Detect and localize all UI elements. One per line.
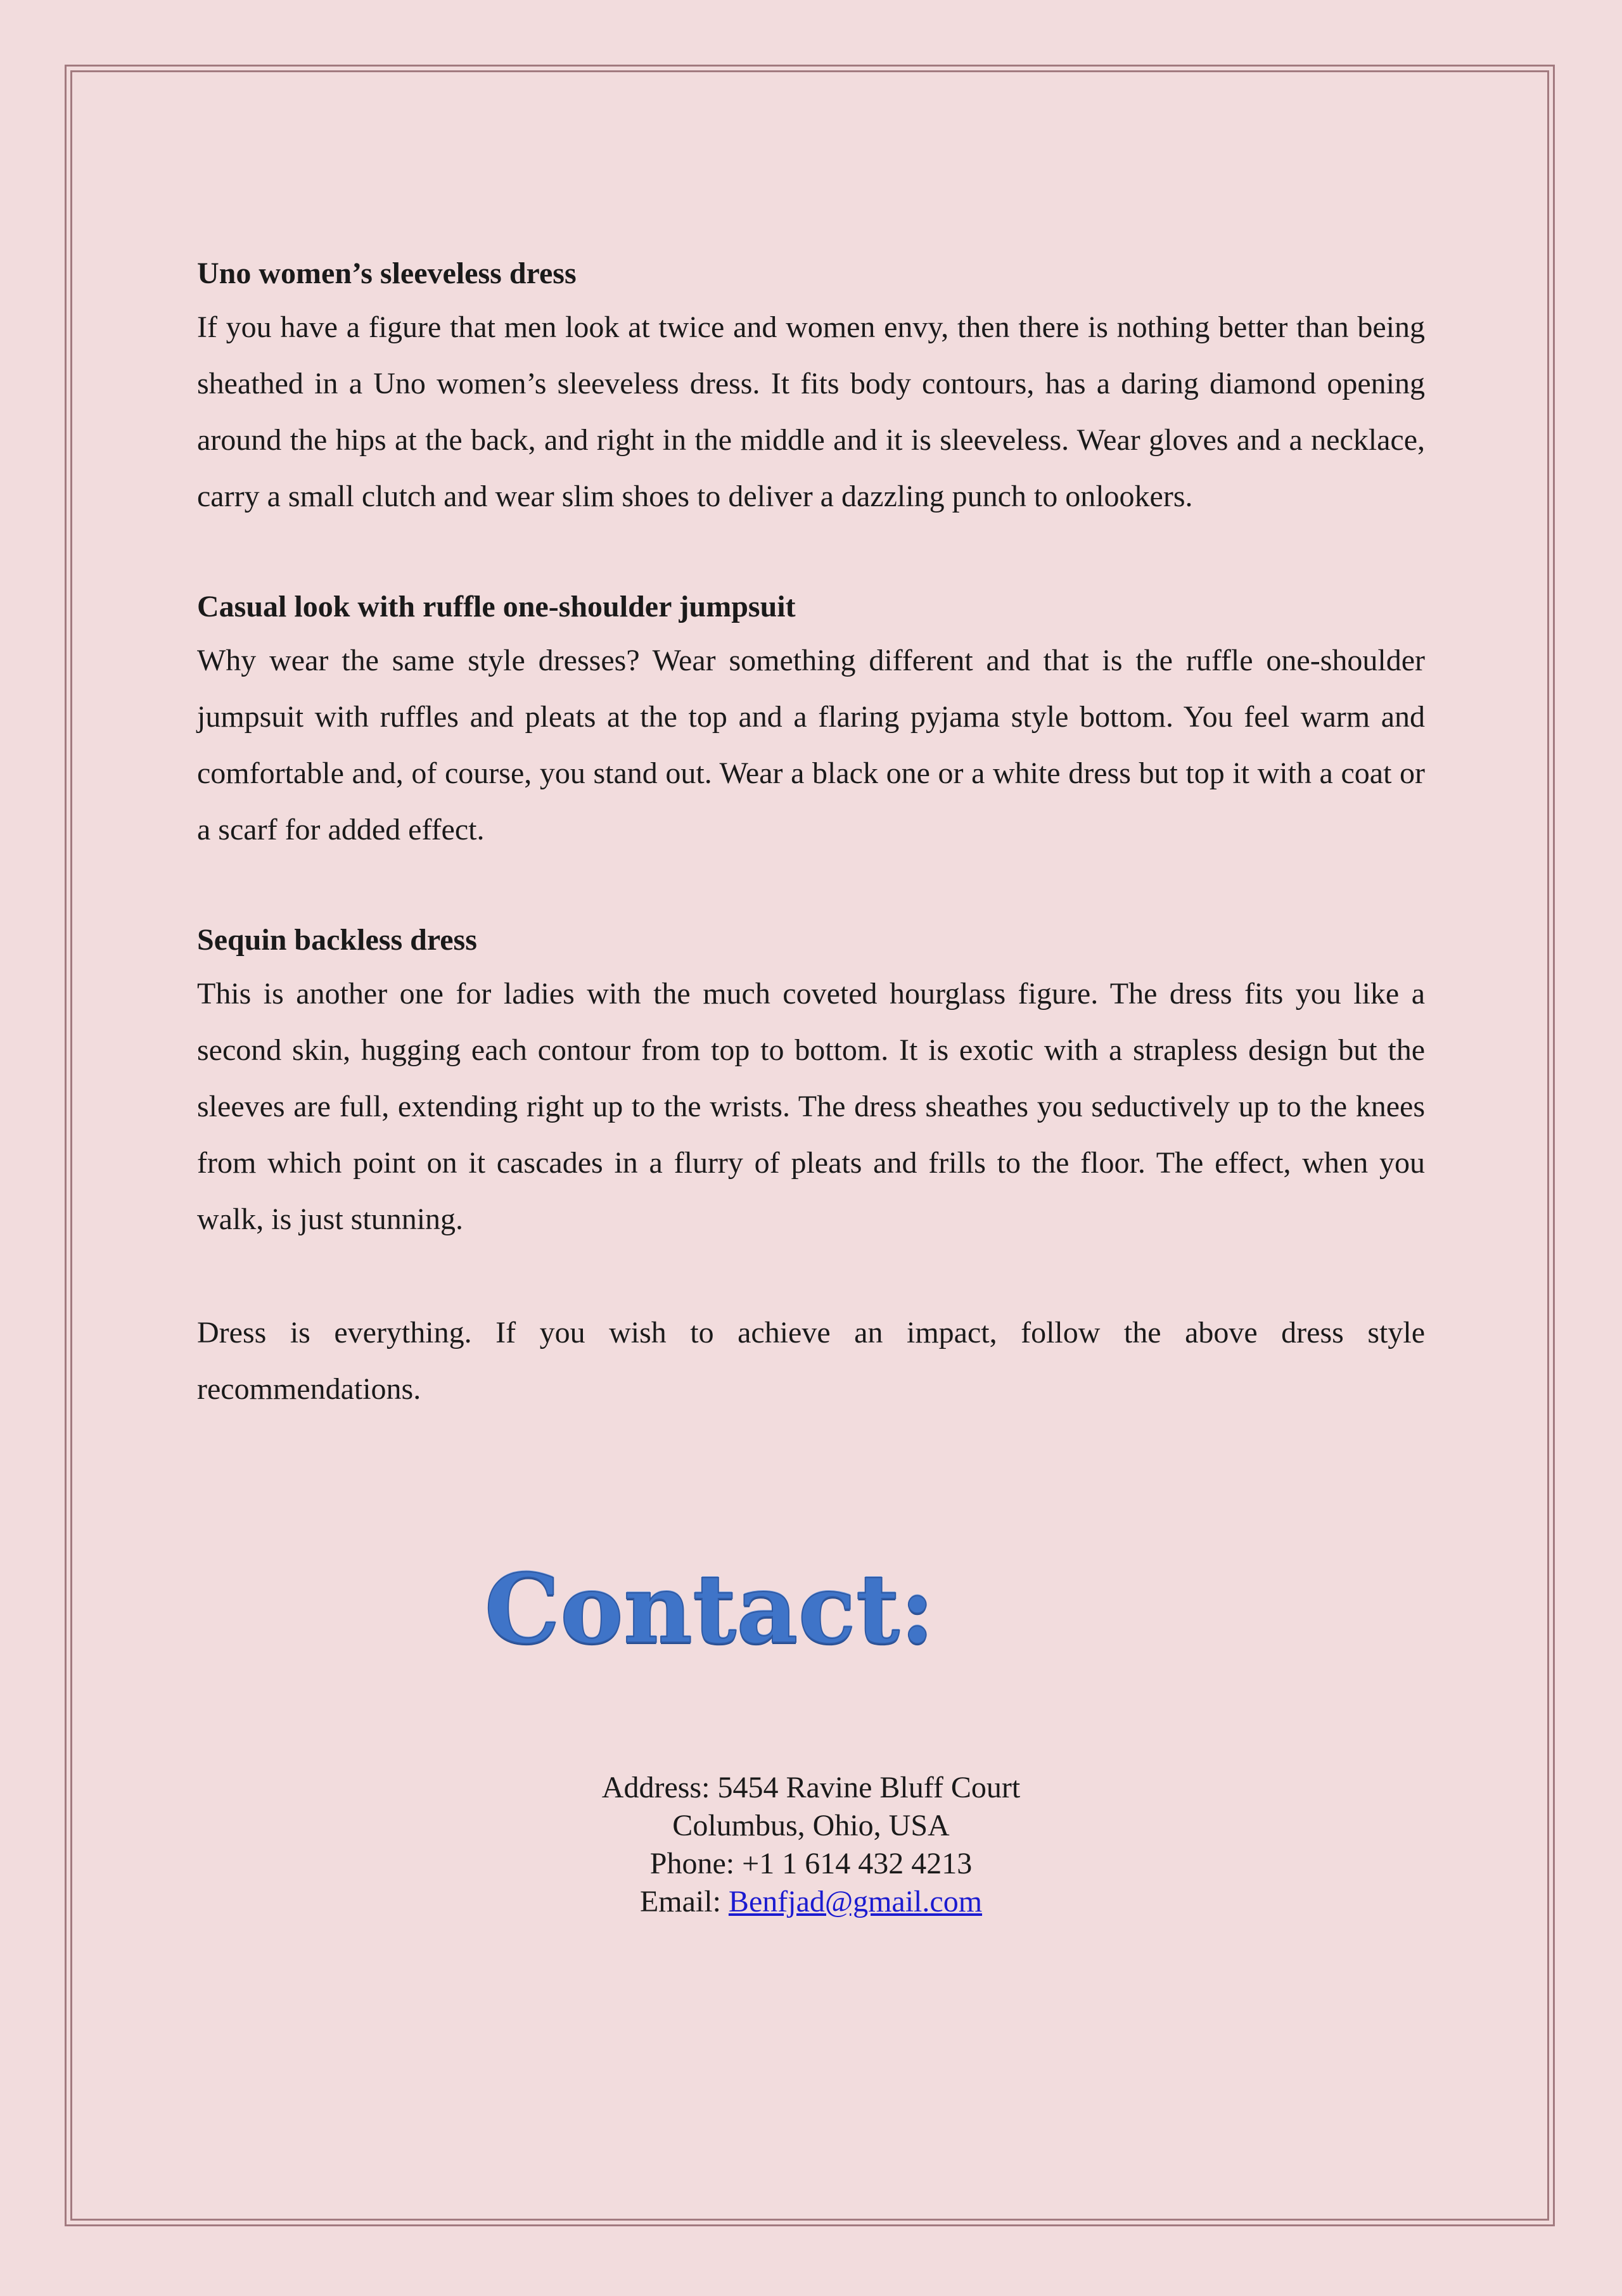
- email-line: [0, 1883, 1622, 1921]
- section-paragraph: Why wear the same style dresses? Wear something different and that is the ruffle one-shoulder jumpsuit with ruffles and pleats at the top and a flaring pyjama style bottom. You feel warm and comfortable and, of course, you stand out. Wear a black one or a white dress but top it with a coat or a scarf for added effect.: [197, 644, 1425, 846]
- section-heading: Sequin backless dress: [197, 923, 477, 957]
- closing-section: [197, 1304, 1425, 1417]
- section-paragraph: This is another one for ladies with the much coveted hourglass figure. The dress fits you like a second skin, hugging each contour from top to bottom. It is exotic with a strapless design but the sleeves are full, extending right up to the wrists. The dress sheathes you seductively up to the knees from which point on it cascades in a flurry of pleats and frills to the floor. The effect, when you walk, is just stunning.: [197, 977, 1425, 1236]
- phone-line: Phone: +1 1 614 432 4213: [649, 1847, 973, 1880]
- closing-paragraph: Dress is everything. If you wish to achieve an impact, follow the above dress style recommendations.: [197, 1316, 1425, 1406]
- document-body: [197, 248, 1425, 1474]
- contact-details: [0, 1769, 1622, 1921]
- section-heading: Uno women’s sleeveless dress: [197, 257, 577, 290]
- section-heading: Casual look with ruffle one-shoulder jumpsuit: [197, 590, 796, 623]
- address-line: Address: 5454 Ravine Bluff Court: [601, 1771, 1021, 1804]
- section-sequin-dress: [197, 915, 1425, 1247]
- contact-title: Contact:: [484, 1553, 935, 1665]
- section-paragraph: If you have a figure that men look at twice and women envy, then there is nothing better than being sheathed in a Uno women’s sleeveless dress. It fits body contours, has a daring diamond opening around the hips at the back, and right in the middle and it is sleeveless. Wear gloves and a necklace, carry a small clutch and wear slim shoes to deliver a dazzling punch to onlookers.: [197, 310, 1425, 513]
- section-jumpsuit: [197, 582, 1425, 858]
- city-line: Columbus, Ohio, USA: [672, 1809, 950, 1842]
- email-link[interactable]: Benfjad@gmail.com: [728, 1885, 983, 1918]
- section-uno-dress: [197, 248, 1425, 525]
- email-label: Email:: [639, 1885, 729, 1918]
